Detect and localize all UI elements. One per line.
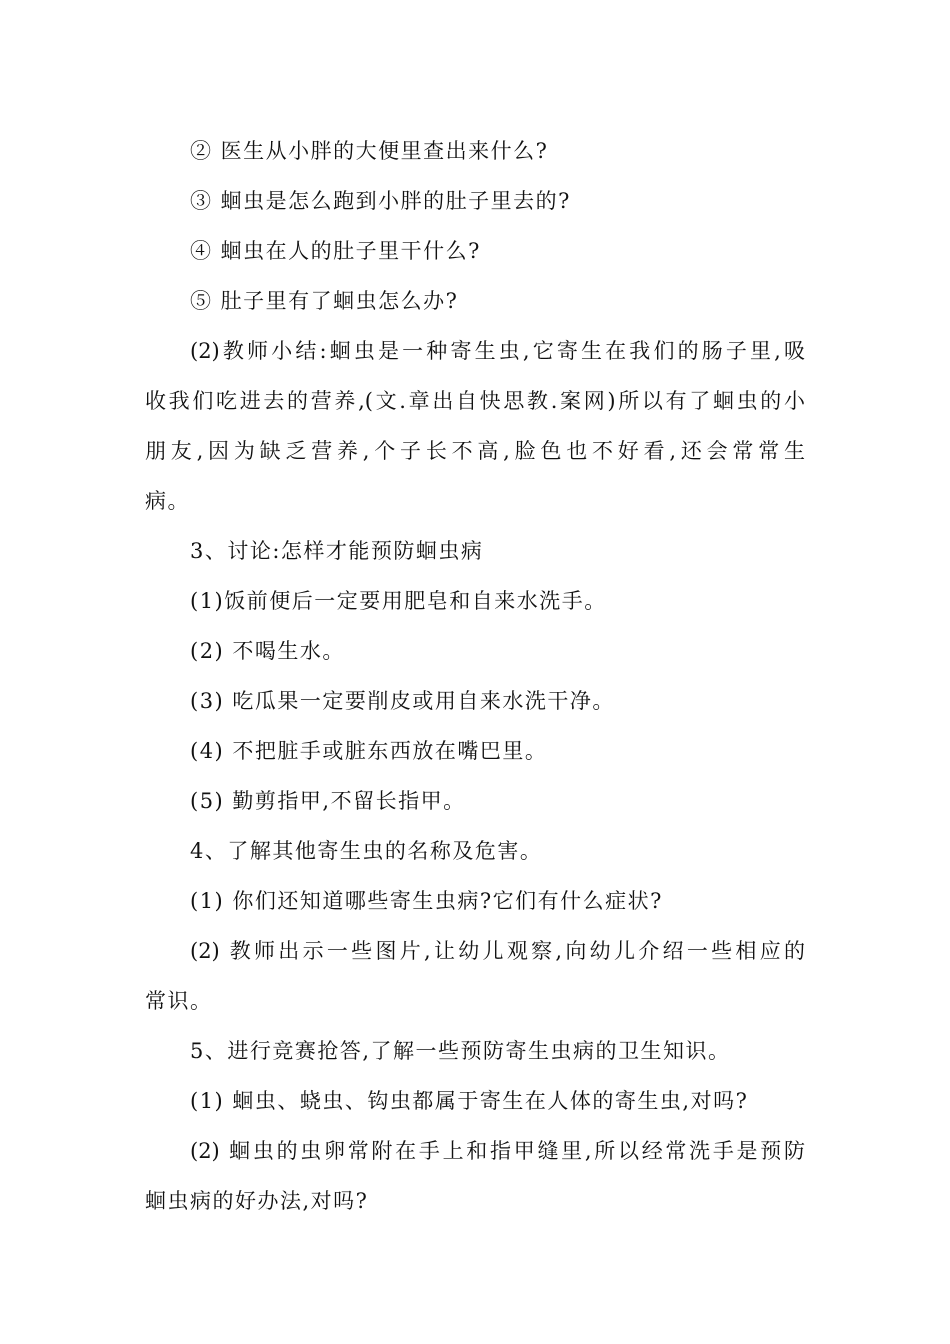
prevention-item-4: (4) 不把脏手或脏东西放在嘴巴里。 bbox=[190, 739, 548, 763]
quiz-item-2-line-1: (2) 蛔虫的虫卵常附在手上和指甲缝里,所以经常洗手是预防 bbox=[190, 1139, 805, 1163]
section-4-heading: 4、了解其他寄生虫的名称及危害。 bbox=[190, 839, 543, 863]
teacher-summary-line-2: 收我们吃进去的营养,(文.章出自快思教.案网)所以有了蛔虫的小 bbox=[145, 389, 805, 413]
question-4: ④ 蛔虫在人的肚子里干什么? bbox=[190, 239, 481, 263]
section-4-item-2-line-2: 常识。 bbox=[145, 989, 213, 1013]
question-2: ② 医生从小胖的大便里查出来什么? bbox=[190, 139, 549, 163]
quiz-item-2-line-2: 蛔虫病的好办法,对吗? bbox=[145, 1189, 369, 1213]
prevention-item-1: (1)饭前便后一定要用肥皂和自来水洗手。 bbox=[190, 589, 607, 613]
teacher-summary-line-4: 病。 bbox=[145, 489, 190, 513]
quiz-item-1: (1) 蛔虫、蛲虫、钩虫都属于寄生在人体的寄生虫,对吗? bbox=[190, 1089, 749, 1113]
section-5-heading: 5、进行竞赛抢答,了解一些预防寄生虫病的卫生知识。 bbox=[190, 1039, 731, 1063]
prevention-item-3: (3) 吃瓜果一定要削皮或用自来水洗干净。 bbox=[190, 689, 615, 713]
teacher-summary-line-3: 朋友,因为缺乏营养,个子长不高,脸色也不好看,还会常常生 bbox=[145, 439, 805, 463]
prevention-item-2: (2) 不喝生水。 bbox=[190, 639, 345, 663]
question-3: ③ 蛔虫是怎么跑到小胖的肚子里去的? bbox=[190, 189, 571, 213]
teacher-summary-line-1: (2)教师小结:蛔虫是一种寄生虫,它寄生在我们的肠子里,吸 bbox=[190, 339, 805, 363]
section-4-item-1: (1) 你们还知道哪些寄生虫病?它们有什么症状? bbox=[190, 889, 663, 913]
section-4-item-2-line-1: (2) 教师出示一些图片,让幼儿观察,向幼儿介绍一些相应的 bbox=[190, 939, 805, 963]
question-5: ⑤ 肚子里有了蛔虫怎么办? bbox=[190, 289, 459, 313]
prevention-item-5: (5) 勤剪指甲,不留长指甲。 bbox=[190, 789, 466, 813]
section-3-heading: 3、讨论:怎样才能预防蛔虫病 bbox=[190, 539, 484, 563]
